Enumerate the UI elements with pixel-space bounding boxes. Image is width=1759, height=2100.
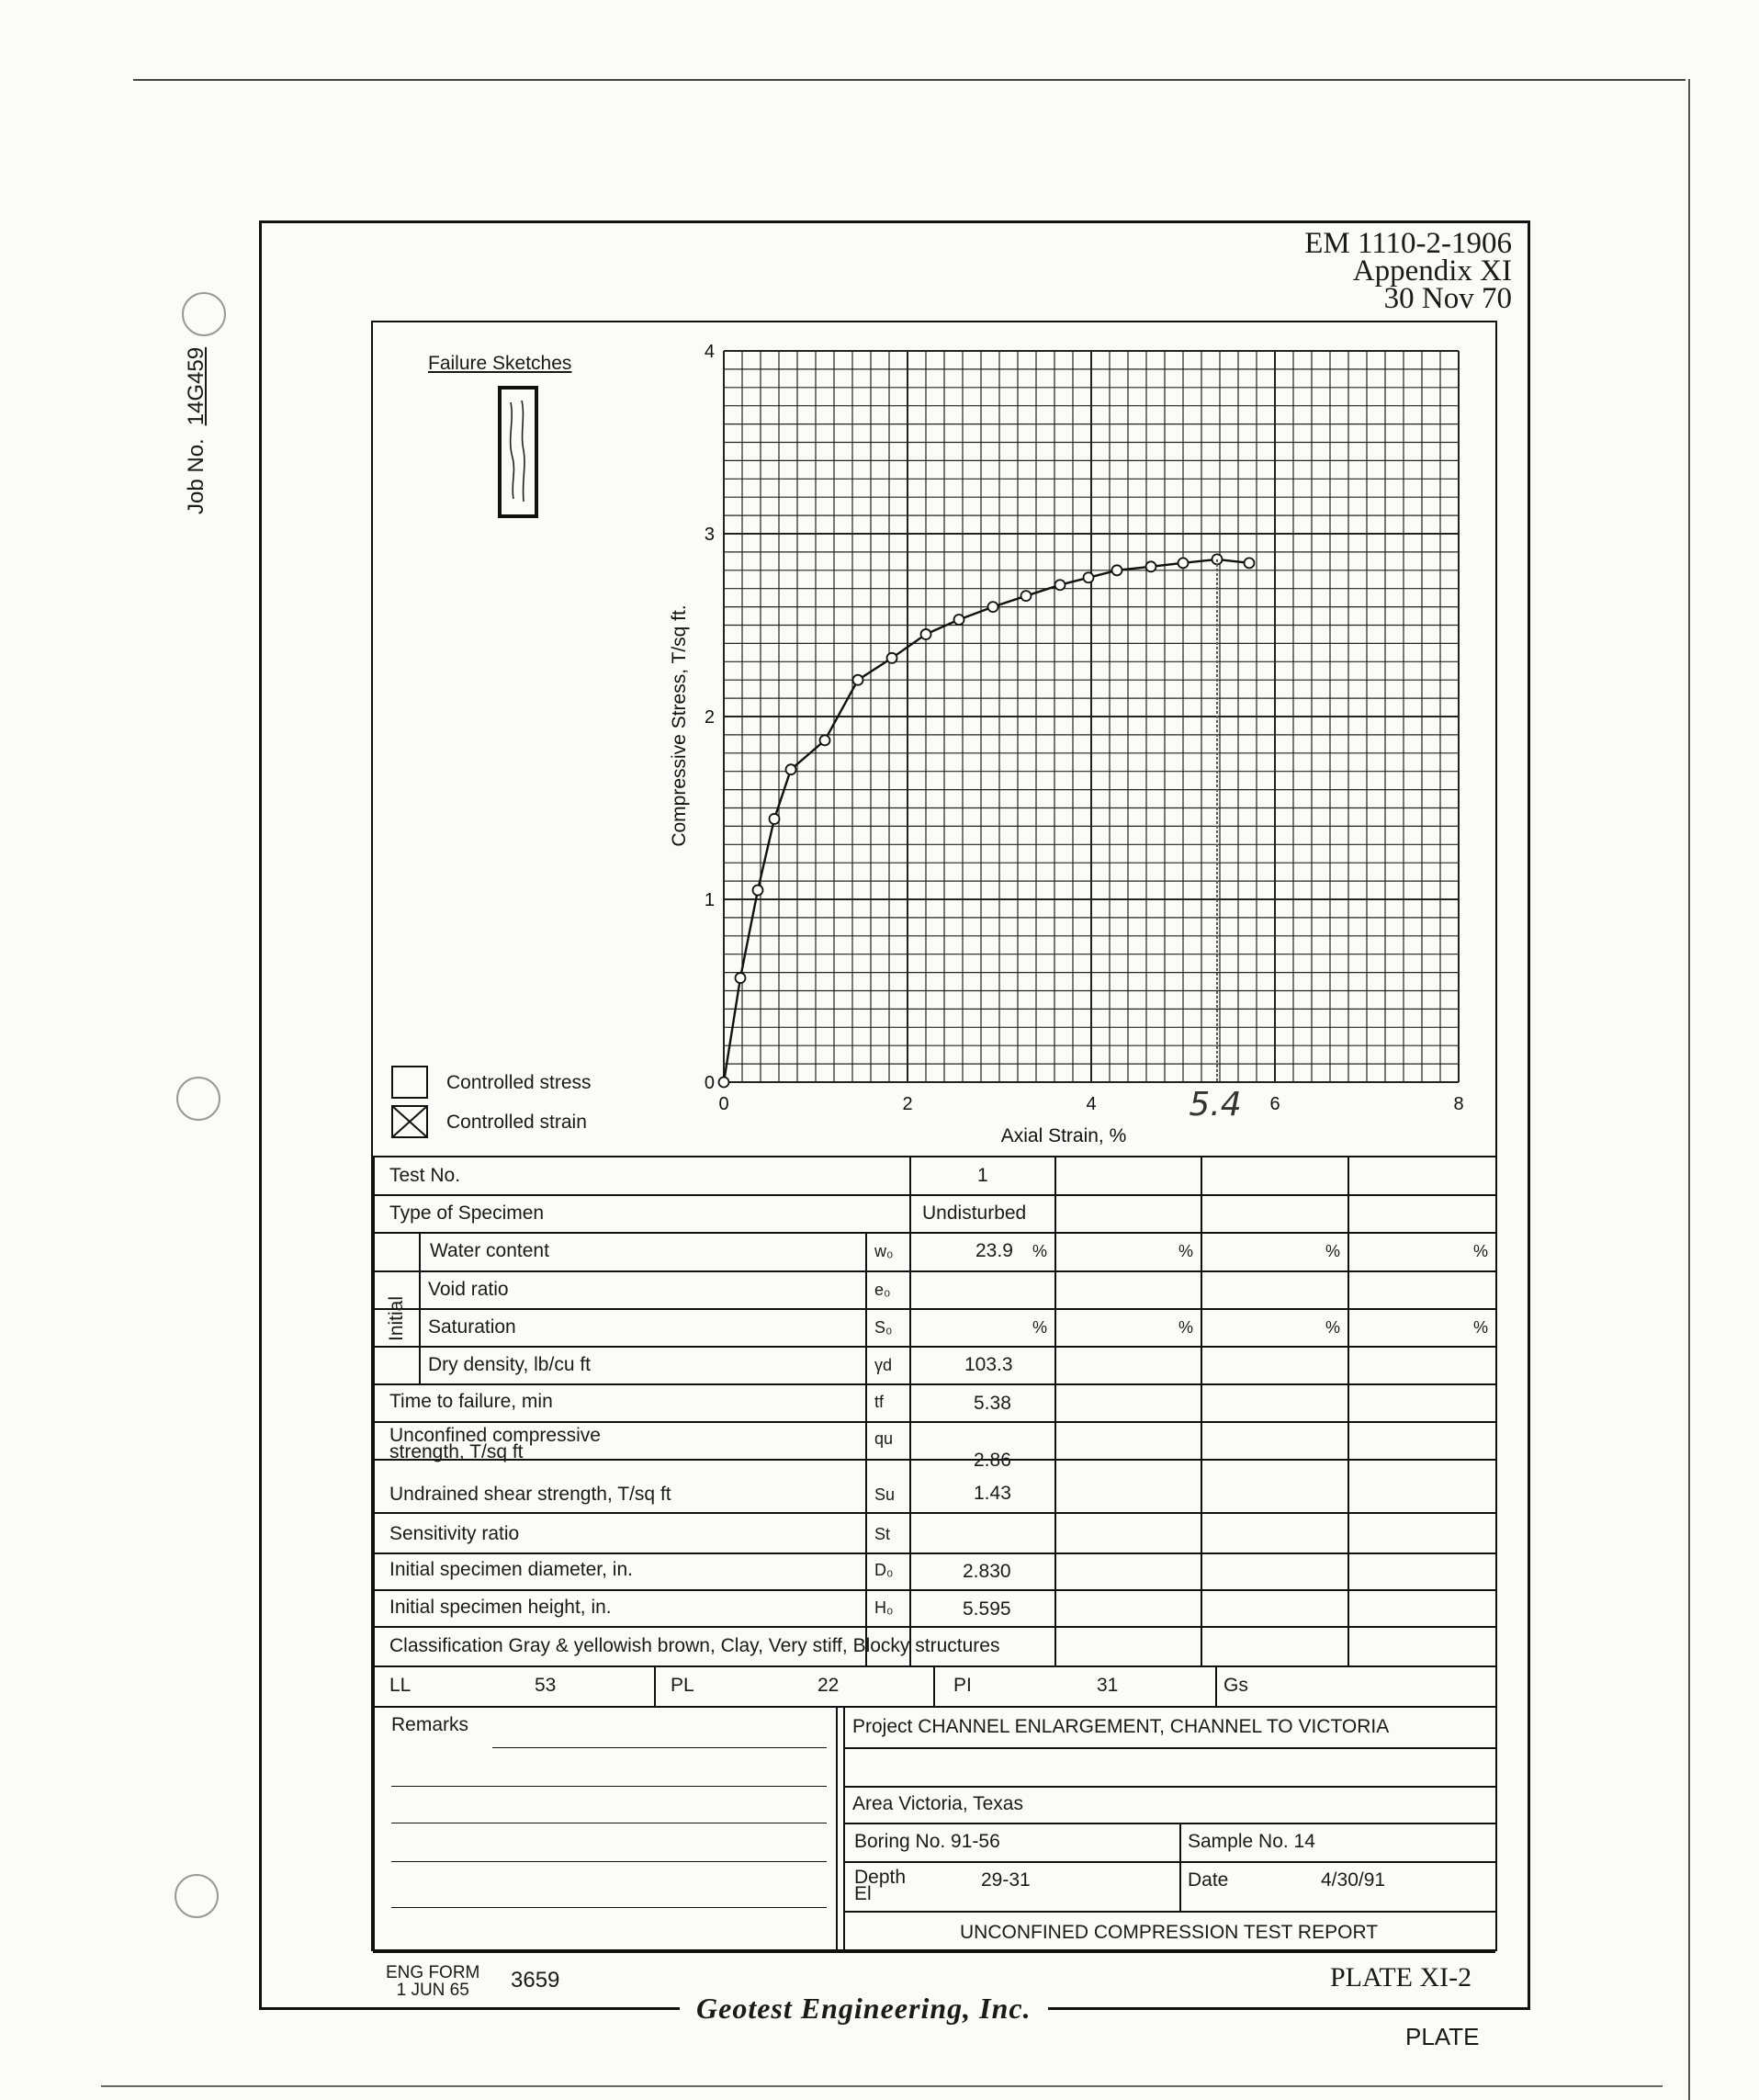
eng-form-line1: ENG FORM [386,1963,480,1982]
sensitivity-label: Sensitivity ratio [389,1523,520,1544]
x-tick-label: 8 [1453,1094,1464,1114]
table-bottom-rule [373,1951,1495,1953]
eng-form-line2: 1 JUN 65 [396,1981,469,2000]
water-content-value: 23.9 [975,1240,1013,1261]
percent-sign: % [1178,1242,1194,1260]
date-label: Date [1188,1869,1229,1891]
plate-id: PLATE XI-2 [1330,1962,1472,1993]
table-row-rule [373,1308,1495,1310]
data-point [1021,591,1032,601]
data-point [1212,554,1223,564]
document-header [1102,227,1512,315]
test-no-label: Test No. [389,1165,461,1186]
el-label: El [854,1883,872,1904]
binder-hole-top [182,292,226,336]
pl-label: PL [671,1675,694,1696]
height-label: Initial specimen height, in. [389,1597,612,1618]
shear-strength-label: Undrained shear strength, T/sq ft [389,1484,671,1505]
percent-sign: % [1032,1318,1048,1337]
classification-text: Classification Gray & yellowish brown, Clay, Very stiff, Blocky structures [389,1635,1000,1656]
company-name: Geotest Engineering, Inc. [680,1992,1048,2026]
right-edge-line [1688,79,1690,2100]
project-row-rule [843,1823,1495,1824]
bottom-edge-line [101,2085,1663,2087]
controlled-stress-label: Controlled stress [446,1072,592,1093]
atterberg-col-rule [654,1665,656,1706]
failure-strain-annotation: 5.4 [1189,1086,1242,1123]
data-point [1084,572,1094,582]
binder-hole-middle [176,1077,220,1121]
project-row-rule [843,1747,1495,1749]
percent-sign: % [1178,1318,1194,1337]
data-point [1055,580,1066,590]
table-col-rule [1054,1156,1056,1665]
gs-label: Gs [1223,1675,1248,1696]
ll-value: 53 [535,1675,557,1696]
sample-text: Sample No. 14 [1188,1831,1315,1852]
table-row-rule [373,1346,1495,1348]
plate-label: PLATE [1405,2023,1480,2050]
controlled-strain-label: Controlled strain [446,1112,587,1133]
remarks-line [492,1747,827,1748]
data-point [786,764,796,774]
diameter-label: Initial specimen diameter, in. [389,1559,633,1580]
data-point [921,629,931,639]
y-tick-label: 1 [704,890,715,910]
table-row-rule [373,1589,1495,1591]
percent-sign: % [1325,1318,1341,1337]
controlled-strain-checkbox[interactable] [391,1105,428,1138]
failure-sketch-drawing [496,384,542,522]
date-value: 4/30/91 [1321,1869,1386,1891]
initial-group-label: Initial [386,1295,407,1341]
y-tick-label: 4 [704,342,715,362]
table-col-rule [1201,1156,1202,1665]
diameter-symbol: D₀ [874,1561,894,1579]
chart-y-axis-label: Compressive Stress, T/sq ft. [669,604,690,847]
data-point [820,735,830,745]
atterberg-rule [373,1706,1495,1708]
data-point [988,602,998,612]
water-content-label: Water content [430,1240,549,1261]
table-row-rule [373,1156,1495,1157]
boring-text: Boring No. 91-56 [854,1831,1000,1852]
project-text: Project CHANNEL ENLARGEMENT, CHANNEL TO VICTORIA [852,1716,1390,1737]
data-point [770,814,780,824]
remarks-line [391,1861,827,1862]
height-symbol: H₀ [874,1598,894,1617]
atterberg-col-rule [933,1665,935,1706]
table-col-rule [1495,1156,1497,1951]
project-box-rule [843,1706,845,1951]
data-point [1178,558,1189,568]
percent-sign: % [1473,1318,1489,1337]
data-point [1112,565,1122,575]
table-row-rule [373,1194,1495,1196]
dry-density-symbol: γd [874,1356,893,1374]
project-col-rule [1179,1823,1181,1911]
depth-value: 29-31 [981,1869,1031,1891]
x-tick-label: 0 [718,1094,729,1114]
job-number-value: 14G459 [184,346,209,426]
report-title: UNCONFINED COMPRESSION TEST REPORT [960,1922,1379,1943]
table-row-rule [373,1512,1495,1514]
dry-density-label: Dry density, lb/cu ft [428,1354,592,1375]
sensitivity-symbol: St [874,1525,891,1543]
pi-value: 31 [1097,1675,1119,1696]
percent-sign: % [1473,1242,1489,1260]
stress-strain-curve [724,559,1249,1082]
x-tick-label: 4 [1086,1094,1097,1114]
controlled-stress-checkbox[interactable] [391,1066,428,1099]
ucs-label-line2: strength, T/sq ft [389,1441,524,1462]
saturation-symbol: S₀ [874,1318,893,1337]
ucs-symbol: qu [874,1429,894,1448]
data-point [1146,561,1156,571]
x-tick-label: 2 [902,1094,913,1114]
classification-rule [373,1626,1495,1628]
failure-sketches-title: Failure Sketches [428,353,572,374]
table-col-rule [419,1232,421,1383]
eng-form-label [386,1964,479,1999]
diameter-value: 2.830 [963,1561,1011,1582]
chart-x-axis-label: Axial Strain, % [1000,1125,1127,1146]
time-to-failure-label: Time to failure, min [389,1391,553,1412]
data-point [736,973,746,983]
table-col-rule [373,1156,375,1951]
void-ratio-symbol: e₀ [874,1281,891,1299]
table-row-rule [373,1459,1495,1461]
doc-number: EM 1110-2-1906 [1304,227,1512,260]
pl-value: 22 [817,1675,840,1696]
y-tick-label: 3 [704,525,715,545]
shear-strength-symbol: Su [874,1485,896,1504]
project-row-rule [843,1786,1495,1788]
top-edge-line [133,79,1686,81]
table-col-rule [1347,1156,1349,1665]
percent-sign: % [1032,1242,1048,1260]
data-point [887,653,897,663]
test-no-value: 1 [977,1165,988,1186]
job-number-label: Job No. [184,438,209,514]
job-number [184,347,209,514]
void-ratio-label: Void ratio [428,1279,509,1300]
y-tick-label: 2 [704,707,715,728]
binder-hole-bottom [175,1874,219,1918]
project-box-rule [836,1706,838,1951]
table-row-rule [373,1232,1495,1234]
percent-sign: % [1325,1242,1341,1260]
project-row-rule [843,1861,1495,1863]
table-row-rule [373,1421,1495,1423]
water-content-symbol: w₀ [874,1242,894,1260]
data-point [954,615,964,625]
table-col-rule [909,1156,911,1665]
pi-label: PI [953,1675,972,1696]
table-row-rule [373,1552,1495,1554]
doc-date: 30 Nov 70 [1383,282,1512,315]
time-to-failure-symbol: tf [874,1393,885,1411]
remarks-line [391,1786,827,1787]
table-col-rule [865,1232,867,1665]
x-tick-label: 6 [1269,1094,1280,1114]
shear-strength-value: 1.43 [974,1483,1011,1504]
saturation-label: Saturation [428,1316,516,1338]
data-point [719,1078,729,1088]
depth-label: Depth [854,1867,907,1888]
table-row-rule [373,1270,1495,1272]
time-to-failure-value: 5.38 [974,1393,1011,1414]
table-row-rule [373,1383,1495,1385]
height-value: 5.595 [963,1598,1011,1620]
data-point [1245,558,1255,568]
remarks-label: Remarks [391,1714,469,1735]
area-text: Area Victoria, Texas [852,1793,1023,1814]
data-point [753,886,763,896]
project-row-rule [843,1911,1495,1913]
stress-strain-chart [643,331,1497,1157]
ucs-label-line1: Unconfined compressive [389,1425,601,1446]
appendix-label: Appendix XI [1352,254,1512,288]
remarks-line [391,1907,827,1908]
atterberg-col-rule [1215,1665,1217,1706]
dry-density-value: 103.3 [964,1354,1013,1375]
specimen-type-value: Undisturbed [922,1202,1027,1224]
ll-label: LL [389,1675,412,1696]
specimen-type-label: Type of Specimen [389,1202,545,1224]
form-number: 3659 [511,1968,560,1993]
data-point [853,675,863,685]
y-tick-label: 0 [704,1073,715,1093]
ucs-value: 2.86 [974,1450,1011,1471]
